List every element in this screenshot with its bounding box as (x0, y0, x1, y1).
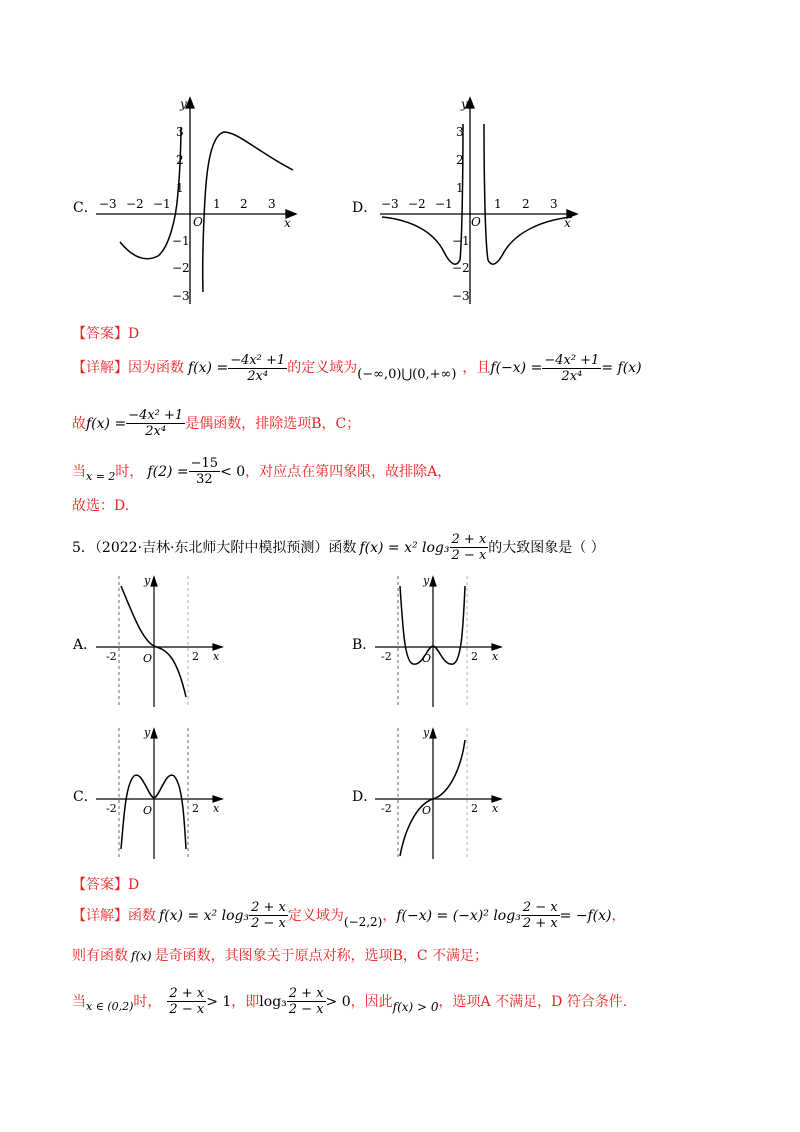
q5-graph-b (371, 572, 506, 712)
svg-text:y: y (423, 726, 430, 739)
q4-graph-d (372, 92, 587, 307)
svg-text:O: O (143, 804, 153, 817)
svg-text:−3: −3 (452, 289, 470, 303)
tick-label: 3 (176, 125, 184, 139)
tick-label: 3 (268, 197, 276, 211)
svg-text:2: 2 (471, 650, 478, 663)
svg-text:y: y (144, 574, 151, 587)
svg-text:y: y (144, 726, 151, 739)
q5-answer: 【答案】D (72, 877, 140, 893)
svg-text:O: O (422, 652, 432, 665)
q4-answer: 【答案】D (72, 326, 140, 342)
svg-text:y: y (461, 97, 468, 111)
svg-text:-2: -2 (381, 650, 392, 663)
svg-text:O: O (471, 215, 481, 229)
svg-text:x: x (492, 650, 499, 663)
svg-text:-2: -2 (106, 802, 117, 815)
q5-stem: 5．（2022·吉林·东北师大附中模拟预测）函数 f(x) = x² log₃ $\frac{2 + x}{2 - x}$ 的大致图象是（ ） (72, 532, 605, 563)
tick-label: −2 (126, 197, 144, 211)
svg-text:2: 2 (471, 802, 478, 815)
svg-text:2: 2 (192, 650, 199, 663)
q4-detail-line1: 【详解】 因为函数 f(x) = $\frac{\text{−4x² +1}}{\text{2x⁴}}$ 的定义域为 (−∞,0)⋃(0,+∞) ，且 f(−x) = $\frac{\text{−4x² +1}}{\text{2x⁴}}$ = f(x) (72, 352, 642, 384)
q5-graph-c (92, 724, 227, 864)
y-axis-arrow (186, 98, 194, 108)
tick-label: −2 (172, 261, 190, 275)
tick-label: 1 (213, 197, 221, 211)
svg-text:2: 2 (192, 802, 199, 815)
q5-detail-line2: 则有函数 f(x) 是奇函数，其图象关于原点对称，选项B，C 不满足； (72, 948, 489, 964)
q5-option-d-label: D． (352, 789, 378, 805)
svg-text:x: x (492, 802, 499, 815)
curve-right (203, 132, 293, 292)
q4-option-d-label: D． (352, 200, 378, 216)
q4-detail-line3: 当 x = 2 时， f(2) = $\frac{-15}{32}$ < 0 ，对应点在第四象限，故排除A， (72, 456, 452, 487)
q4-graph-c (88, 92, 313, 307)
svg-text:-2: -2 (106, 650, 117, 663)
svg-text:x: x (213, 802, 220, 815)
tick-label: −3 (99, 197, 117, 211)
svg-text:-2: -2 (381, 802, 392, 815)
svg-text:O: O (422, 804, 432, 817)
q5-option-a-label: A． (73, 637, 98, 653)
q5-detail-line3: 当 x ∈ (0,2) 时， $\frac{2 + x}{2 - x}$ > 1 ，即 log₃ $\frac{2 + x}{2 - x}$ > 0 ，因此 f(x) > 0 ，选项A 不满足，D 符合条件. (72, 986, 628, 1017)
svg-text:1: 1 (494, 197, 502, 211)
tick-label: −1 (153, 197, 171, 211)
svg-text:−1: −1 (435, 197, 453, 211)
svg-text:−3: −3 (381, 197, 399, 211)
tick-label: −3 (172, 289, 190, 303)
svg-text:y: y (423, 574, 430, 587)
y-label: y (180, 97, 187, 111)
svg-text:x: x (213, 650, 220, 663)
svg-text:x: x (564, 216, 571, 230)
origin-label: O (193, 215, 203, 229)
q5-detail-line1: 【详解】 函数 f(x) = x² log₃ $\frac{2 + x}{2 - x}$ 定义域为 (−2,2) ， f(−x) = (−x)² log₃ $\frac{2 - x}{2 + x}$ = −f(x) ， (72, 900, 626, 931)
tick-label: −1 (172, 234, 190, 248)
tick-label: 2 (240, 197, 248, 211)
tick-label: 2 (176, 153, 184, 167)
q4-detail-line4: 故选：D. (72, 498, 130, 514)
svg-text:O: O (143, 652, 153, 665)
x-label: x (284, 216, 291, 230)
q5-option-c-label: C． (73, 789, 98, 805)
q5-option-b-label: B． (352, 637, 377, 653)
q4-option-c-label: C． (73, 200, 98, 216)
q4-detail-line2: 故 f(x) = $\frac{\text{−4x² +1}}{\text{2x⁴}}$ 是偶函数，排除选项B，C； (72, 408, 361, 439)
svg-text:−2: −2 (408, 197, 426, 211)
svg-text:1: 1 (456, 181, 464, 195)
q5-graph-d (371, 724, 506, 864)
svg-text:3: 3 (456, 125, 464, 139)
svg-text:−1: −1 (452, 234, 470, 248)
q5-graph-a (92, 572, 227, 712)
tick-label: 1 (176, 181, 184, 195)
svg-text:2: 2 (456, 153, 464, 167)
svg-text:−2: −2 (452, 261, 470, 275)
svg-text:3: 3 (550, 197, 558, 211)
svg-text:2: 2 (522, 197, 530, 211)
